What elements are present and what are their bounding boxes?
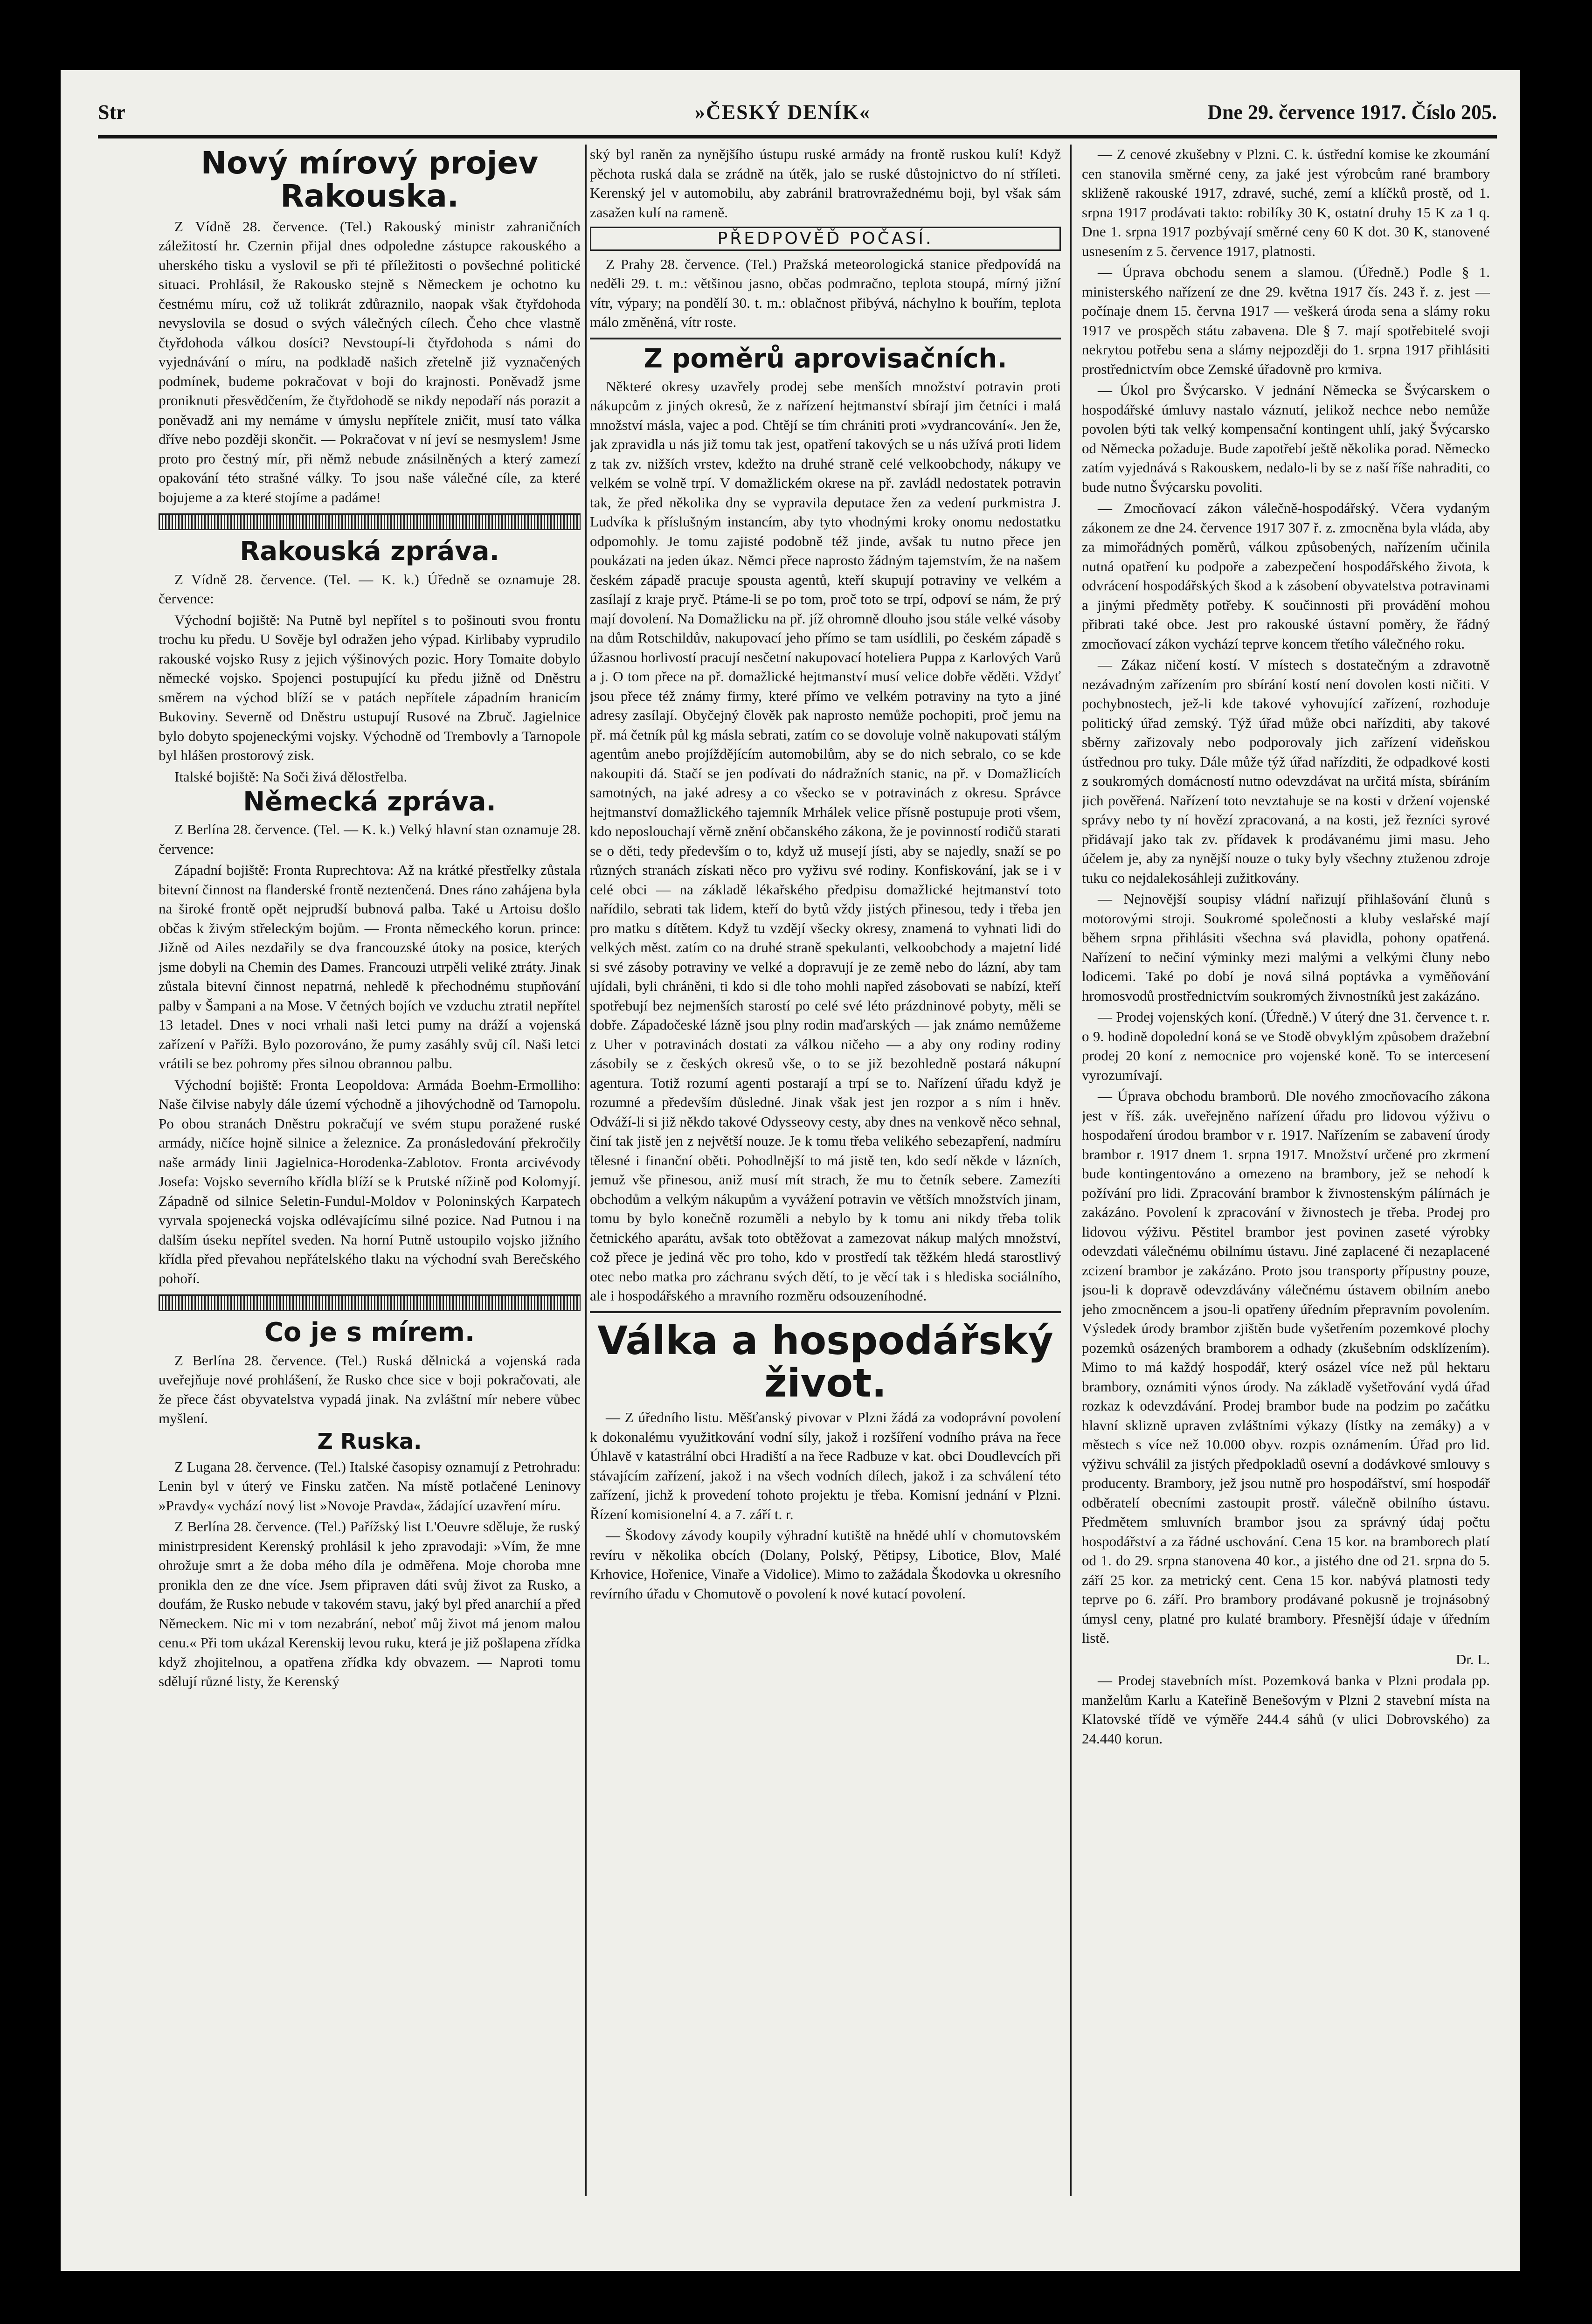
article-text: — Úkol pro Švýcarsko. V jednání Německa se Švýcarskem o hospodářské úmluvy nastalo váznutí, jelikož nechce nebo nemůže povolen býti tak velký kompensační kontingent uhlí, jaký Švýcarsko od Německa požaduje. Bude zapotřebí ještě několika porad. Německo zatím vyjednává s Rakouskem, nedalo-li by se z naší říše nahraditi, co bude nutno Švýcarsku povoliti.	[1082, 382, 1490, 495]
page-header	[98, 100, 1497, 133]
article-text: — Z úředního listu. Měšťanský pivovar v Plzni žádá za vodoprávní povolení k dokonalému využitkování vodní síly, jakož i rozšíření vodního práva na řece Úhlavě v katastrální obci Hradiští a na řece Radbuze v kat. obci Doudlevcích při stávajícím zařízení, jakož i na všech vodních dílech, jakož i za schválení této zařízení, jichž k provedení tohoto projektu je třeba. Komisní jednání v Plzni. Řízení komisionelní 4. a 7. září t. r.	[590, 1409, 1061, 1522]
headline: Nový mírový projev Rakouska.	[201, 145, 539, 214]
article-text: Italské bojiště: Na Soči živá dělostřelba.	[174, 768, 408, 785]
article-text: Z Berlína 28. července. (Tel. — K. k.) Velký hlavní stan oznamuje 28. července:	[159, 821, 581, 857]
article-text: Z Vídně 28. července. (Tel.) Rakouský ministr zahraničních záležitostí hr. Czernin přijal dnes odpoledne zástupce rakouského a uherského tisku a vyslovil se při té příležitosti o povšechné politické situaci. Prohlásil, že Rakousko stejně s Německem je ochotno ku čestnému míru, což už tolikrát zdůraznilo, naopak však čtyřdohoda nevyslovila se dosud o svých válečných cílech. Čeho chce vlastně čtyřdohoda válkou dosíci? Nevstoupí-li čtyřdohoda s námi do vyjednávání o míru, na podkladě našich zřetelně již vyznačených podmínek, budeme pokračovat v boji do krajnosti. Poněvadž jsme proniknuti přesvědčením, že čtyřdohodě se nikdy nepodaří nás porazit a poněvadž ani my nemáme v úmyslu nepřítele zničit, musí tato válka dříve nebo později skončit. — Pokračovat v ní jeví se nesmyslem! Jsme proto pro čestný mír, při němž nebude znásilněných a který zamezí opakování této strašné války. To jsou naše válečné cíle, za které bojujeme a za které stojíme a padáme!	[159, 218, 581, 505]
column-2	[590, 145, 1061, 2196]
article-text: — Škodovy závody koupily výhradní kutiště na hnědé uhlí v chomutovském revíru v několika obcích (Dolany, Polský, Pětipsy, Libotice, Blov, Malé Krhovice, Hořenice, Vinaře a Vidolice). Mimo to zažádala Škodovka u okresního revírního úřadu v Chomutově o povolení k nové kutací povolení.	[590, 1527, 1061, 1602]
article-text: — Prodej stavebních míst. Pozemková banka v Plzni prodala pp. manželům Karlu a Kateřině Benešovým v Plzni 2 stavební místa na Klatovské třídě ve výměře 244.4 sáhů (v ulici Dobrovského) za 24.440 korun.	[1082, 1672, 1490, 1747]
weather-box-title: PŘEDPOVĚĎ POČASÍ.	[590, 227, 1061, 251]
article-text: — Úprava obchodu bramborů. Dle nového zmocňovacího zákona jest v říš. zák. uveřejněno nařízení úřadu pro lidovou výživu o hospodaření úrodou brambor v r. 1917. Nařízením se zabavení úrody brambor r. 1917 dnem 1. srpna 1917. Množství určené pro zkrmení bude kontingentováno a omezeno na brambory, jež se nehodí k požívání pro lidi. Zpracování brambor k živnostenským pálírnách je zakázáno. Povolení k zpracování v živnostech je třeba. Prodej pro lidovou výživu. Pěstitel brambor jest povinen zaseté výrobky odevzdati válečnému obilnímu ústavu. Jiné zaplacené či nezaplacené zcizení brambor je zakázáno. Proto jsou transporty přípustny pouze, jsou-li k dopravě odevzdávány válečnému ústavem obilním anebo jeho zmocněncem a jsou-li opatřeny úředním přepravním povolením. Výsledek úrody brambor zjištěn bude vyšetřením pozemkové plochy pozemků osázených bramborem a odhady (zkušebním odsklízením). Mimo to má každý hospodář, který osázel více než půl hektaru brambory, oznámiti výnos úrody. Na základě vyšetřování vydá úřad rozkaz k odevzdávání. Prodej brambor bude na podzim po začátku hlavní sklizně upraven zvláštními výkazy (lístky na zemáky) a v městech s více než 10.000 obyv. rozpis oznámením. Úřad pro lid. výživu schválil za jistých předpokladů osevní a dodávkové smlouvy s producenty. Brambory, jež jsou nutně pro hospodářství, smí hospodář odběratelí obecními zastoupit prostř. válečně obilního ústavu. Předmětem smluvních brambor jsou za správný údaj počtu hospodářství a za řádné uschování. Cena 15 kor. na bramborech platí od 1. do 29. srpna stanovena 40 kor., a jistého dne od 21. srpna do 5. září 25 kor. za metrický cent. Cena 15 kor. nabývá platnosti tedy teprve po 6. září. Pro brambory prodávané pokusně je trojnásobný úmysl ceny, platné pro kulaté brambory. Přesnější údaje v úředním listě.	[1082, 1088, 1490, 1646]
article-text: — Prodej vojenských koní. (Úředně.) V úterý dne 31. července t. r. o 9. hodině dopolední koná se ve Stodě obvyklým způsobem dražební prodej 20 koní z nemocnice pro vojenské koně. To se intercesení vyrozumívají.	[1082, 1009, 1490, 1083]
article-text: — Zmocňovací zákon válečně-hospodářský. Včera vydaným zákonem ze dne 24. července 1917 307 ř. z. zmocněna byla vláda, aby za mimořádných poměrů, válkou způsobených, nařízením učinila nutná opatření ku podpoře a zabezpečení hospodářského života, k odvrácení hospodářských škod a k zásobení obyvatelstva potravinami a jinými předměty potřeby. K součinnosti při provádění mohou přibrati také obce. Jest pro rakouské ústavní poměry, že řádný zmocňovací zákon vychází teprve koncem třetího válečného roku.	[1082, 500, 1490, 652]
article-text: — Nejnovější soupisy vládní nařizují přihlašování člunů s motorovými stroji. Soukromé společnosti a kluby veslařské mají během srpna přihlásiti všechna svá plavidla, pohony opatřená. Nařízení to nečiní výminky mezi malými a velkými čluny nebo lodicemi. Také po dobí je nová silná poptávka a vyměňování hromosvodů prostřednictvím soukromých živnostníků jest zakázáno.	[1082, 891, 1490, 1004]
headline: Rakouská zpráva.	[240, 536, 499, 567]
article-text: Z Berlína 28. července. (Tel.) Ruská dělnická a vojenská rada uveřejňuje nové prohlášení, že Rusko chce sice v boji pokračovati, ale že přece část obyvatelstva vypadá jinak. Na zvláštní mír nebere vůbec myšlení.	[159, 1352, 581, 1427]
column-3	[1082, 145, 1490, 2196]
masthead: »ČESKÝ DENÍK«	[695, 101, 871, 124]
header-rule	[98, 135, 1497, 138]
headline: Válka a hospodářský život.	[597, 1317, 1053, 1406]
article-text: Východní bojiště: Fronta Leopoldova: Armáda Boehm-Ermolliho: Naše čilvise nabyly dále území východně a jihovýchodně od Tarnopolu. Po obou stranách Dněstru pokračují ve svém stupu poražené ruské armády, ničíce hojně silnice a železnice. Za pronásledování překročily naše armády linii Jagielnica-Horodenka-Zablotov. Fronta arcivévody Josefa: Vojsko severního křídla blíží se k Prutské nížině pod Kolomyjí. Západně od silnice Seletin-Fundul-Moldov v Poloninských Karpatech vyrvala spojenecká vojska odlévajícímu silné pozice. Nad Putnou i na dalším úseku nepřítel sveden. Na horní Putně ustoupilo vojsko jižního křídla před převahou nepřátelského tlaku na východní svah Berečského pohoří.	[159, 1076, 581, 1286]
headline: Z Ruska.	[317, 1428, 422, 1454]
article-text: Z Prahy 28. července. (Tel.) Pražská meteorologická stanice předpovídá na neděli 29. t. m.: většinou jasno, občas podmračno, teplota stoupá, mírný jižní vítr, výpary; na pondělí 30. t. m.: oblačnost přibývá, náchylno k bouřím, teplota málo změněná, vítr roste.	[590, 256, 1061, 330]
article-text: Západní bojiště: Fronta Ruprechtova: Až na krátké přestřelky zůstala bitevní činnost na flanderské frontě neztenčená. Dnes ráno zahájena byla na široké frontě opět nejprudší bubnová palba. Také u Artoisu došlo občas k živým střeleckým bojům. — Fronta německého korun. prince: Jižně od Ailes nezdařily se dva francouzské útoky na posice, kterých jsme dobyli na Chemin des Dames. Francouzi utrpěli veliké ztráty. Jinak zůstala bitevní činnost nepatrná, nehledě k přechodnému stupňování palby v Šampani a na Mose. V četných bojích ve vzduchu ztratil nepřítel 13 letadel. Dnes v noci vrhali naši letci pumy na dráží a vojenská zařízení v Paříži. Bylo pozorováno, že pumy zasáhly svůj cíl. Naši letci vrátili se bez pohromy přes silnou obrannou palbu.	[159, 862, 581, 1072]
ornamental-divider	[159, 513, 581, 530]
column-divider	[1070, 145, 1072, 2196]
section-rule	[590, 1311, 1061, 1313]
article-text: Některé okresy uzavřely prodej sebe menších množství potravin proti nákupcům z jiných okresů, že z nařízení hejtmanství sbírají jim četníci i malá množství másla, vajec a pod. Chtějí se tím chrániti proti »vydrancování«. Jen že, jak zpravidla u nás již tomu tak jest, opatření takových se u nás užívá proti lidem z tak zv. nižších vrstev, kdežto na druhé straně celé velkoobchody, nákupy ve velkém se volně trpí. V domažlickém okrese na př. zavládl nedostatek potravin tak, že před několika dny se vypravila deputace žen za vedení purkmistra J. Ludvíka k příslušným instancím, aby tyto vhodnými kroky onomu nedostatku odpomohly. Je tomu zajisté podobně též jinde, avšak tu nutno přece jen poukázati na jeden úkaz. Němci přece naprosto žádným tajemstvím, že na našem českém západě pracuje spousta agentů, kteří skupují potraviny ve velkém a zasílají z kraje pryč. Ptáme-li se po tom, proč toto se trpí, odpoví se nám, že prý mají dovolení. Na Domažlicku na př. jíž ohromně dlouho jsou stále velké vásoby na dům Rotschildův, nakupovací jeho přímo se tam usídlili, po českém západě s úžasnou horlivostí pracují nesčetní nakupovací hoteliera Puppa z Karlových Varů a j. O tom přece na př. domažlické hejtmanství musí velice dobře věděti. Vždyť jsou přece též známy firmy, které přímo ve velkém potraviny na tyto a jiné adresy zasílají. Obyčejný člověk pak naprosto nemůže pochopiti, proč jemu na př. má četník půl kg másla sebrati, zatím co se dovoluje volně nakupovati stálým agentům anebo projíždějícím automobilům, aby se do nich sebralo, co se kde nakoupiti dá. Stačí se jen podívati do nádražních stanic, na př. v Domažlicích samotných, na jaké adresy a co všecko se v potravinách z okresu. Správce hejtmanství domažlického tajemník Mrhálek velice přísně postupuje proti všem, kdo neposlouchají věrně znění občanského zákona, že je povinností rodičů starati se o děti, tedy především o to, když už musejí jísti, aby se najedly, snaží se po různých stranách získati něco pro vyživu své rodiny. Konfiskování, jak se i v celé obci — na základě lékařského předpisu domažlické hejtmanství toto nařídilo, sebrati tak lidem, kteří do bytů vždy jistých přinesou, tedy i třeba jen pro matku s dítětem. Když tu vzdějí všecky okresy, znamená to vyhnati lidi do velkých měst. zatím co na druhé straně spekulanti, velkoobchody a majetní lidé si své zásoby potraviny ve velké a dopravují je ze země nebo do lázní, aby tam ujídali, byli chráněni, ti kdo si dle toho mohli napřed zásobovati se nabízí, kteří spotřebují bez nejmenších starostí po celé své léto prázdninové pobyty, měli se dobře. Západočeské lázně jsou plny rodin maďarských — jak známo nemůžeme z Uher v potravinách dostati za válkou ničeho — a aby ony rodiny rodiny zásobily se z českých okresů vše, o to se již bezohledně postará nákupní agentura. Totiž rozumí agenti postarají a trpí se to. Nařízení úřadu když je rozumné a především důsledné. Jinak však jest jen rozpor a s ním i hněv. Odváží-li si již někdo takové Odysseovy cesty, aby dnes na venkově něco sehnal, činí tak jistě jen z největší nouze. Je k tomu třeba velikého sebezapření, nadmíru tělesné i finanční oběti. Pohodlnější to má jistě ten, kdo sedí někde v lázních, jemuž vše přinesou, aniž musí mít strach, že mu to četník sebere. Zamezíti obchodům a velkým nákupům a vyvážení potravin ve větších množstvích jinam, tomu by bylo konečně rozuměli a nebylo by k tomu ani nikdy třeba tolik četnického aparátu, avšak toto obtěžovat a zamezovat nákup malých množství, což přece je jediná věc pro toho, kdo v prostředí tak těžkém hledá starostlivý otec nebo matka pro záchranu svých dětí, to je věcí tak i s hlediska sociálního, ale i hospodářského a mravního rozměru odsouzeníhodné.	[590, 378, 1061, 1304]
page-number: Str	[98, 101, 125, 124]
headline: Německá zpráva.	[243, 787, 496, 817]
article-text: — Zákaz ničení kostí. V místech s dostatečným a zdravotně nezávadným zařízením pro sbírání kostí není dovolen kosti ničiti. V pochybnostech, jež-li kde takové vyhovující zařízení, rozhoduje politický úřad zemský. Týž úřad může obci nařízditi, aby takové sběrny zařizovaly nebo podporovaly jich zařízení videňskou ústřednou pro tuky. Dále může týž úřad nařízditi, že odpadkové kosti z soukromých domácností nutno odevzdávat na určitá místa, sbíráním jich pověřená. Nařízení toto nevztahuje se na kosti v držení vojenské správy nebo ty ní hovězí zpracovaná, a na kosti, jež řezníci syrové přidávají jako tak zv. přídavek k prodávanému jimi masu. Jeho účelem je, aby za nynější nouze o tuky byly všechny ztuženou zdroje tuku co nejdalekosáhleji zužitkovány.	[1082, 657, 1490, 886]
section-rule	[590, 338, 1061, 339]
column-divider	[585, 145, 587, 2196]
issue-date: Dne 29. července 1917. Číslo 205.	[1207, 101, 1497, 124]
ornamental-divider	[159, 1294, 581, 1311]
headline: Co je s mírem.	[264, 1317, 475, 1348]
headline: Z poměrů aprovisačních.	[644, 343, 1007, 374]
article-text: Z Lugana 28. července. (Tel.) Italské časopisy oznamují z Petrohradu: Lenin byl v úterý ve Finsku zatčen. Na místě potlačené Leninovy »Pravdy« vychází nový list »Novoje Pravda«, žádající uzavření míru.	[159, 1458, 581, 1514]
article-text: ský byl raněn za nynějšího ústupu ruské armády na frontě ruskou kulí! Když pěchota ruská dala se zrádně na útěk, jalo se ruské důstojnictvo do ní stříleti. Kerenský jel v automobilu, aby zabránil bratrovražednému boji, byl však sám zasažen kulí na rameně.	[590, 146, 1061, 221]
author-signature: Dr. L.	[1455, 1651, 1490, 1667]
article-text: Z Vídně 28. července. (Tel. — K. k.) Úředně se oznamuje 28. července:	[159, 571, 581, 607]
article-text: — Úprava obchodu senem a slamou. (Úředně.) Podle § 1. ministerského nařízení ze dne 29. května 1917 čís. 243 ř. z. jest — počínaje dnem 15. června 1917 — veškerá úroda sena a slámy roku 1917 ve prospěch státu zabavena. Dle § 7. mají spotřebitelé svoji nekrytou potřebu sena a slámy nejpozději do 1. srpna 1917 přihlásiti prostřednictvím obce Zemské úřadovně pro krmiva.	[1082, 264, 1490, 377]
article-text: — Z cenové zkušebny v Plzni. C. k. ústřední komise ke zkoumání cen stanovila směrné ceny, za jaké jest výrobcům rané brambory skliženě rakouské 1917, zdravé, suché, zemí a klíčků prostě, od 1. srpna 1917 prodávati takto: robilíky 30 K, ostatní druhy 15 K za 1 q. Dne 1. srpna 1917 pozbývají směrné ceny 60 K dot. 30 K, stanovené usnesením z 5. července 1917, platnosti.	[1082, 146, 1490, 259]
column-1	[159, 145, 581, 2196]
article-text: Východní bojiště: Na Putně byl nepřítel s to pošinouti svou frontu trochu ku předu. U Sověje byl odražen jeho výpad. Kirlibaby vyprudilo rakouské vojsko Rusy z jejich výšinových pozic. Hory Tomaite dobylo německé vojsko. Spojenci postupující ku předu jižně od Dněstru směrem na východ blíží se v patách nepřítele západním hranicím Bukoviny. Severně od Dněstru ustupují Rusové na Zbruč. Jagielnice bylo dobyto spojeneckými vojsky. Východně od Trembovly a Tarnopole byl hlášen prostorový zisk.	[159, 611, 581, 763]
article-text: Z Berlína 28. července. (Tel.) Pařížský list L'Oeuvre sděluje, že ruský ministrpresident Kerenský prohlásil k jeho zpravodaji: »Vím, že mne ohrožuje smrt a že doba mého díla je odměřena. Moje choroba mne pronikla den ze dne více. Jsem připraven dáti svůj život za Rusko, a doufám, že Rusko nebude v takovém stavu, jaký byl před anarchií a před Německem. Nic mi v tom nezabrání, neboť můj život má jenom malou cenu.« Při tom ukázal Kerenskij levou ruku, která je již pošlapena zřídka když zhojitelnou, a opatřena zřídka kdy obvazem. — Naproti tomu sdělují různé listy, že Kerenský	[159, 1518, 581, 1690]
